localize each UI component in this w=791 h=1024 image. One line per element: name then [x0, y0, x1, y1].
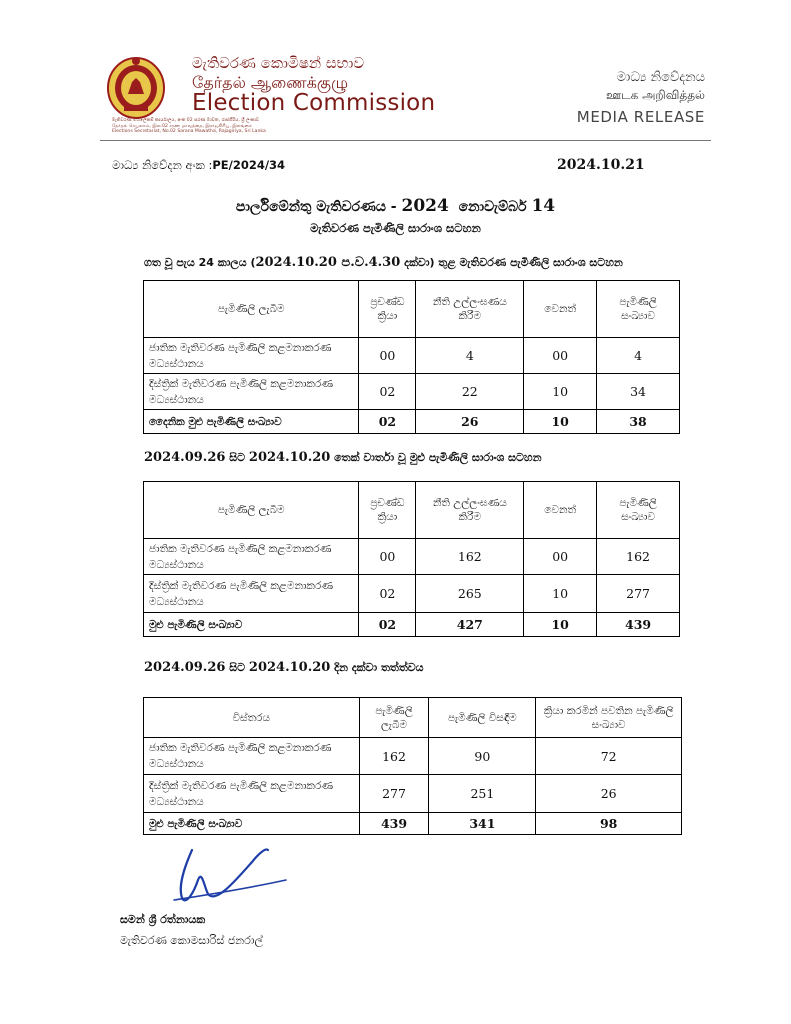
row-label: දිස්ත්‍රික් මැතිවරණ පැමිණිලි කළමනාකරණ මධ්‍යස්ථානය [144, 575, 359, 613]
header-cell: පැමිණිලි ලැබීම [144, 482, 359, 539]
media-release-sinhala: මාධ්‍ය නිවේදනය [616, 70, 705, 85]
table-row [144, 374, 680, 410]
section-1-title-part-b: දක්වා) තුළ මැතිවරණ පැමිණිලි සාරාංශ සටහන [400, 256, 623, 269]
media-release-tamil: ஊடக அறிவித்தல் [605, 88, 705, 102]
table-row [144, 539, 680, 575]
section-2-title-date: 2024.09.26 [144, 450, 226, 465]
title-month: නොවැම්බර් [458, 199, 527, 215]
cell-violation: 265 [416, 575, 524, 613]
cell-violence: 00 [359, 338, 416, 374]
table-row [144, 738, 682, 775]
header-cell: පැමිණිලි සංඛ්‍යාව [597, 281, 680, 338]
total-pending: 98 [536, 813, 682, 835]
release-date: 2024.10.21 [557, 157, 645, 173]
cell-resolved: 90 [429, 738, 536, 775]
signature-mark [160, 840, 300, 912]
header-divider [100, 140, 711, 141]
page-title [0, 196, 791, 216]
header-cell: ක්‍රියා කරමින් පවතින පැමිණිලි සංඛ්‍යාව [536, 698, 682, 738]
cell-resolved: 251 [429, 775, 536, 813]
address-line-tamil: தேர்தல் செயலகம், இல.02 சரண மாவத்தை, இராஜகிரிய, இலங்கை [112, 124, 252, 129]
cell-count: 34 [597, 374, 680, 410]
table-24h-summary [143, 280, 680, 434]
emblem-logo [106, 54, 166, 120]
header-cell: වෙනත් [524, 482, 597, 539]
total-row [144, 410, 680, 434]
header-cell: ප්‍රචණ්ඩ ක්‍රියා [359, 281, 416, 338]
section-2-title-date2: 2024.10.20 [248, 450, 331, 465]
header-cell: පැමිණිලි සංඛ්‍යාව [597, 482, 680, 539]
org-name-english: Election Commission [192, 90, 436, 116]
total-count: 38 [597, 410, 680, 434]
page-subtitle: මැතිවරණ පැමිණිලි සාරාංශ සටහන [310, 221, 481, 235]
cell-other: 10 [524, 374, 597, 410]
table-row [144, 575, 680, 613]
reference-value: PE/2024/34 [212, 158, 286, 172]
header-cell: පැමිණිලි ලැබීම [144, 281, 359, 338]
total-label: මුළු පැමිණිලි සංඛ්‍යාව [144, 813, 360, 835]
org-name-sinhala: මැතිවරණ කොමිෂන් සභාව [192, 54, 365, 72]
section-1-title [144, 255, 623, 270]
table-row [144, 338, 680, 374]
title-prefix: පාර්ලිමේන්තු මැතිවරණය - [235, 199, 397, 215]
address-line-sinhala: මැතිවරණ මහලේකම් කාර්යාලය, අංක 02 සරණ මාවත, රාජගිරිය, ශ්‍රී ලංකාව [112, 118, 260, 123]
cell-count: 4 [597, 338, 680, 374]
table-row [144, 775, 682, 813]
total-count: 439 [597, 613, 680, 637]
cell-other: 00 [524, 539, 597, 575]
reference-number [112, 158, 285, 173]
total-label: දෛනික මුළු පැමිණිලි සංඛ්‍යාව [144, 410, 359, 434]
row-label: ජාතික මැතිවරණ පැමිණිලි කළමනාකරණ මධ්‍යස්ථානය [144, 539, 359, 575]
section-2-title-part-a: සිට [225, 451, 249, 464]
section-3-title-date2: 2024.10.20 [248, 660, 331, 675]
address-line-english: Elections Secretariat, No.02 Sarana Mawatha, Rajagiriya, Sri Lanka [112, 129, 266, 134]
total-violation: 26 [416, 410, 524, 434]
cell-pending: 26 [536, 775, 682, 813]
org-name-tamil: தேர்தல் ஆணைக்குழு [192, 73, 349, 92]
cell-pending: 72 [536, 738, 682, 775]
total-other: 10 [524, 410, 597, 434]
section-3-title-part-b: දින දක්වා තත්ත්වය [330, 661, 424, 674]
total-violence: 02 [359, 410, 416, 434]
row-label: ජාතික මැතිවරණ පැමිණිලි කළමනාකරණ මධ්‍යස්ථානය [144, 338, 359, 374]
section-2-title-part-b: තෙක් වාර්තා වූ මුළු පැමිණිලි සාරාංශ සටහන [330, 451, 542, 464]
title-year: 2024 [401, 196, 449, 216]
total-violation: 427 [416, 613, 524, 637]
section-3-title-part-a: සිට [225, 661, 249, 674]
section-3-title [144, 660, 424, 675]
total-row [144, 613, 680, 637]
media-release-english: MEDIA RELEASE [576, 108, 705, 126]
header-cell: ප්‍රචණ්ඩ ක්‍රියා [359, 482, 416, 539]
title-day: 14 [531, 196, 556, 216]
section-2-title [144, 450, 542, 465]
cell-received: 277 [359, 775, 429, 813]
cell-violence: 02 [359, 374, 416, 410]
table-cumulative-summary [143, 481, 680, 637]
header-cell: පැමිණිලි විසඳීම [429, 698, 536, 738]
row-label: ජාතික මැතිවරණ පැමිණිලි කළමනාකරණ මධ්‍යස්ථානය [144, 738, 360, 775]
section-1-title-date: 2024.10.20 ප.ව.4.30 [255, 255, 401, 270]
total-row [144, 813, 682, 835]
cell-count: 277 [597, 575, 680, 613]
header-cell: වෙනත් [524, 281, 597, 338]
signatory-title: මැතිවරණ කොමසාරිස් ජනරාල් [120, 934, 263, 947]
reference-label: මාධ්‍ය නිවේදන අංක : [112, 158, 213, 172]
cell-other: 10 [524, 575, 597, 613]
total-resolved: 341 [429, 813, 536, 835]
section-1-title-part-a: ගත වූ පැය 24 කාලය ( [144, 256, 256, 269]
cell-received: 162 [359, 738, 429, 775]
total-label: මුළු පැමිණිලි සංඛ්‍යාව [144, 613, 359, 637]
cell-violence: 02 [359, 575, 416, 613]
total-received: 439 [359, 813, 429, 835]
total-violence: 02 [359, 613, 416, 637]
total-other: 10 [524, 613, 597, 637]
row-label: දිස්ත්‍රික් මැතිවරණ පැමිණිලි කළමනාකරණ මධ්‍යස්ථානය [144, 374, 359, 410]
cell-violation: 162 [416, 539, 524, 575]
signatory-name: සමන් ශ්‍රී රත්නායක [120, 913, 206, 926]
cell-count: 162 [597, 539, 680, 575]
section-3-title-date: 2024.09.26 [144, 660, 226, 675]
header-cell: විස්තරය [144, 698, 360, 738]
cell-violation: 4 [416, 338, 524, 374]
row-label: දිස්ත්‍රික් මැතිවරණ පැමිණිලි කළමනාකරණ මධ්‍යස්ථානය [144, 775, 360, 813]
header-cell: නීති උල්ලංඝණය කිරීම [416, 281, 524, 338]
table-status-summary [143, 697, 682, 835]
cell-other: 00 [524, 338, 597, 374]
header-cell: පැමිණිලි ලැබීම [359, 698, 429, 738]
cell-violation: 22 [416, 374, 524, 410]
cell-violence: 00 [359, 539, 416, 575]
header-cell: නීති උල්ලංඝණය කිරීම [416, 482, 524, 539]
